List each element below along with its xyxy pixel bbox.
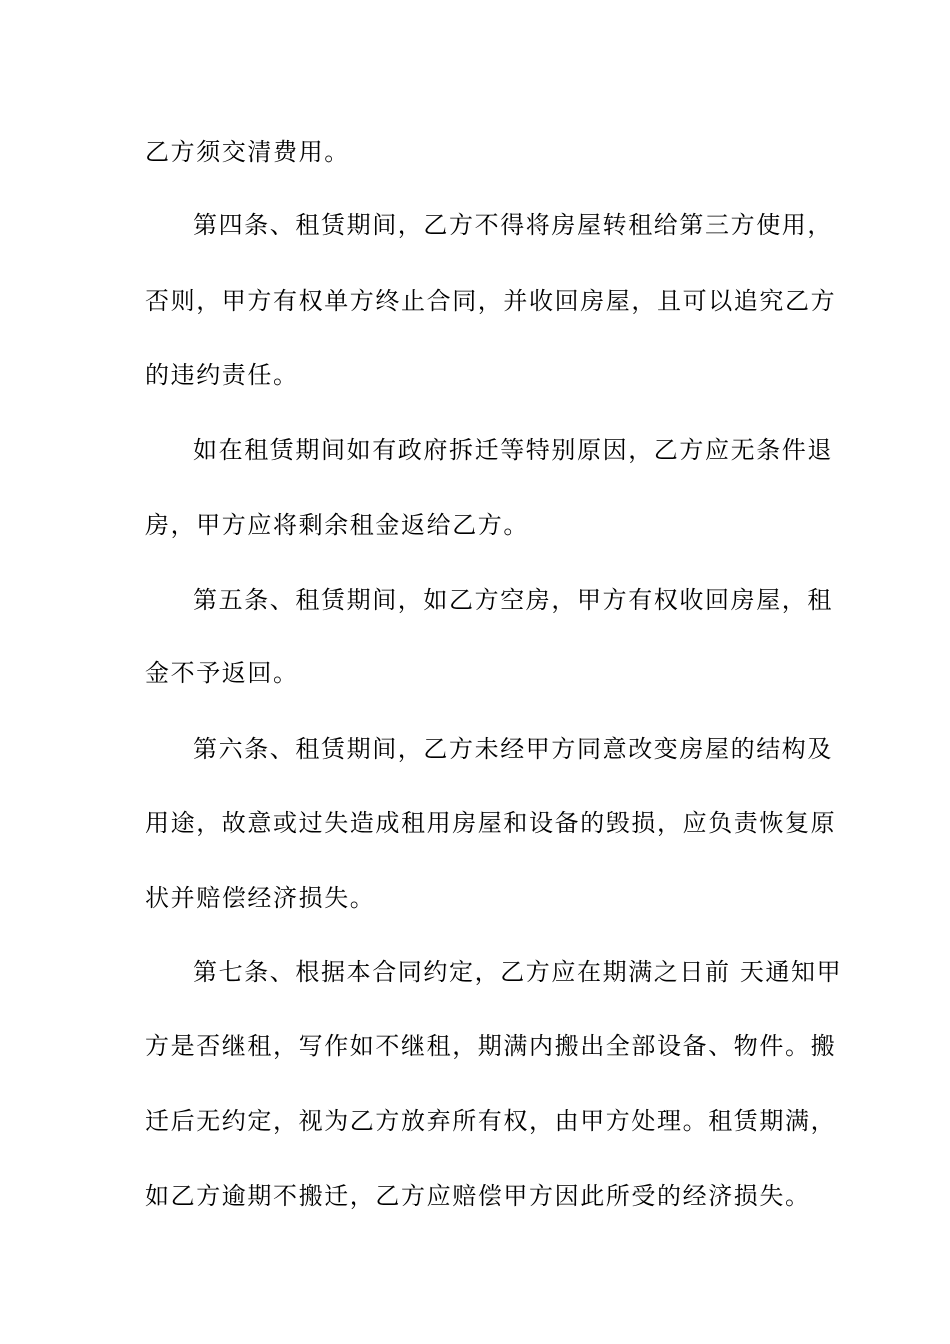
text-line-10: 用途，故意或过失造成租用房屋和设备的毁损，应负责恢复原 [145, 809, 837, 837]
text-line-14: 迁后无约定，视为乙方放弃所有权，由甲方处理。租赁期满， [145, 1107, 837, 1135]
text-line-15: 如乙方逾期不搬迁，乙方应赔偿甲方因此所受的经济损失。 [145, 1182, 811, 1210]
text-line-12: 第七条、根据本合同约定，乙方应在期满之日前 天通知甲 [193, 958, 843, 986]
text-line-6: 房，甲方应将剩余租金返给乙方。 [145, 511, 529, 539]
text-line-3: 否则，甲方有权单方终止合同，并收回房屋，且可以追究乙方 [145, 287, 837, 315]
text-line-1: 乙方须交清费用。 [145, 138, 350, 166]
text-line-4: 的违约责任。 [145, 361, 299, 389]
text-line-13: 方是否继租，写作如不继租，期满内搬出全部设备、物件。搬 [145, 1032, 837, 1060]
text-line-7: 第五条、租赁期间，如乙方空房，甲方有权收回房屋，租 [193, 586, 833, 614]
text-line-5: 如在租赁期间如有政府拆迁等特别原因，乙方应无条件退 [193, 436, 833, 464]
text-line-2: 第四条、租赁期间，乙方不得将房屋转租给第三方使用， [193, 211, 833, 239]
text-line-8: 金不予返回。 [145, 659, 299, 687]
text-line-9: 第六条、租赁期间，乙方未经甲方同意改变房屋的结构及 [193, 735, 833, 763]
text-line-11: 状并赔偿经济损失。 [145, 884, 376, 912]
